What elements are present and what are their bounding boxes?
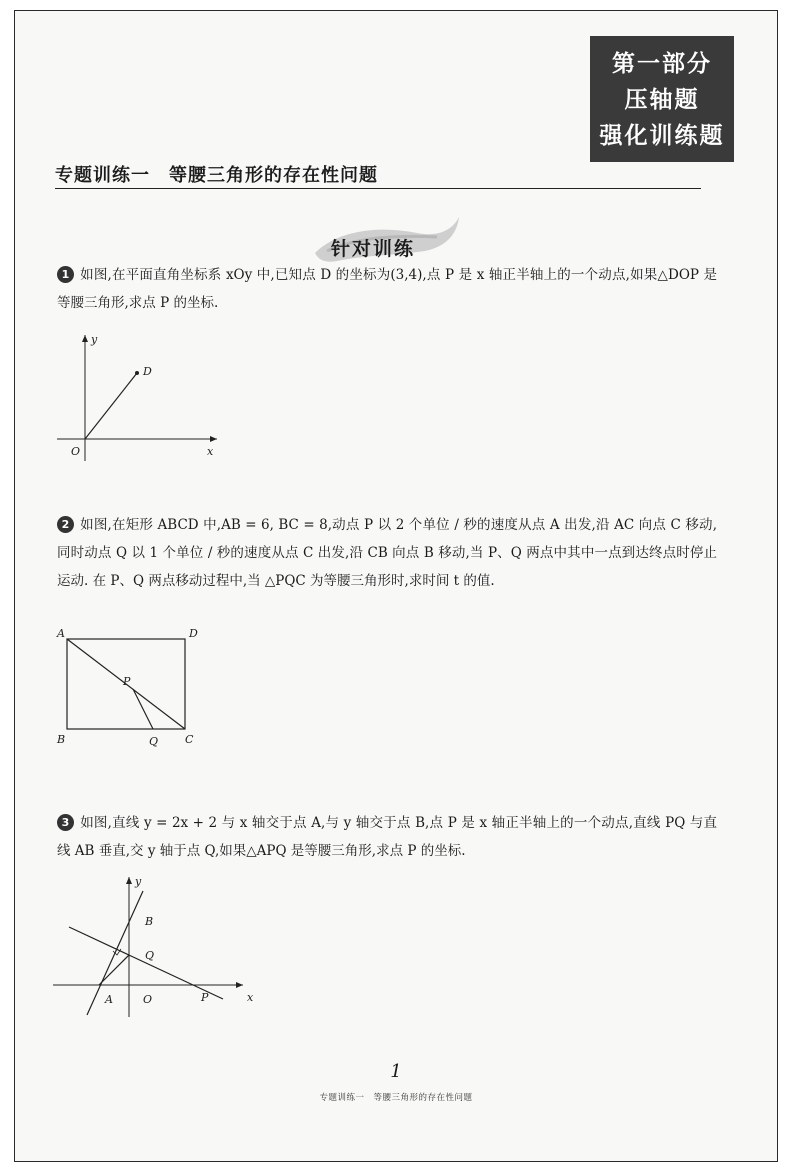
segment-pq [133,689,153,729]
part-label-line1: 第一部分 [612,50,712,77]
x-axis-label: x [207,445,214,458]
y-axis-label: y [135,875,142,888]
part-label-line3: 强化训练题 [599,122,725,149]
label-q: Q [149,735,159,748]
point-d-label: D [143,365,152,378]
label-a: A [57,627,65,640]
question-1 [57,261,717,317]
segment-od [85,373,137,439]
y-axis-arrow [82,335,88,342]
segment-aq [99,955,129,985]
y-axis-label: y [91,333,98,346]
label-p: P [201,991,209,1004]
question-number-badge: 1 [57,266,74,283]
question-number-badge: 2 [57,516,74,533]
part-label-box [590,36,734,162]
question-text: 如图,在矩形 ABCD 中,AB = 6, BC = 8,动点 P 以 2 个单位 / 秒的速度从点 A 出发,沿 AC 向点 C 移动,同时动点 Q 以 1 个单位 / 秒的速度从点 C 出发,沿 CB 向点 B 移动,当 P、Q 两点中其中一点到达终点时停止运动. 在 P、Q 两点移动过程中,当 △PQC 为等腰三角形时,求时间 t 的值. [57,517,717,589]
label-b: B [57,733,66,746]
figure-1-coordinate-diagram [53,329,233,469]
page-footer: 专题训练一 等腰三角形的存在性问题 [319,1093,473,1103]
label-q: Q [145,949,155,962]
section-title: 专题训练一 等腰三角形的存在性问题 [55,165,378,186]
figure-2-rectangle-diagram [53,623,233,751]
label-c: C [185,733,194,746]
origin-label: O [143,993,153,1006]
label-d: D [189,627,198,640]
label-b: B [145,915,154,928]
x-axis-label: x [247,991,254,1004]
question-2 [57,511,717,595]
question-number-badge: 3 [57,814,74,831]
part-label-line2: 压轴题 [624,86,700,113]
y-axis-arrow [126,877,132,884]
title-divider [55,188,701,189]
x-axis-arrow [210,436,217,442]
question-text: 如图,直线 y = 2x + 2 与 x 轴交于点 A,与 y 轴交于点 B,点 P 是 x 轴正半轴上的一个动点,直线 PQ 与直线 AB 垂直,交 y 轴于点 Q,如果△APQ 是等腰三角形,求点 P 的坐标. [57,815,717,859]
training-heading: 针对训练 [331,238,416,260]
x-axis-arrow [236,982,243,988]
line-pq [69,927,223,999]
label-a: A [105,993,113,1006]
origin-label: O [71,445,81,458]
label-p: P [123,675,131,688]
figure-3-line-diagram [51,871,261,1021]
question-3 [57,809,717,865]
question-text: 如图,在平面直角坐标系 xOy 中,已知点 D 的坐标为(3,4),点 P 是 x 轴正半轴上的一个动点,如果△DOP 是等腰三角形,求点 P 的坐标. [57,267,717,311]
page-number: 1 [390,1061,402,1082]
book-page [14,10,778,1162]
point-d [135,371,139,375]
